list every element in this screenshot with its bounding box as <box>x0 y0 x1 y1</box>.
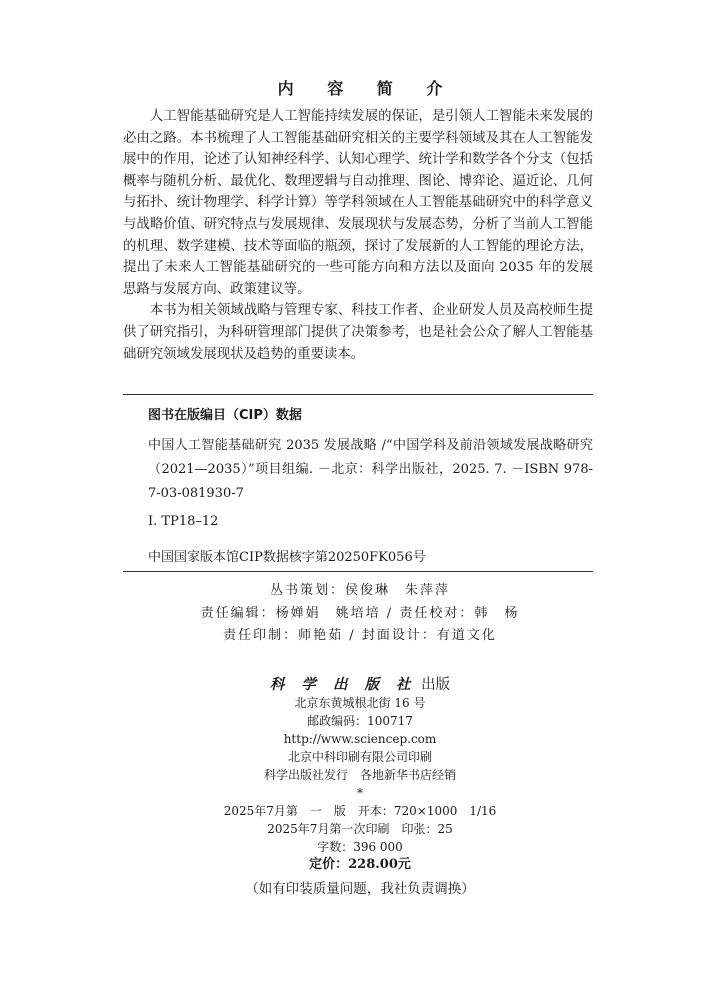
series-planner: 丛书策划：侯俊琳 朱萍萍 <box>269 583 450 598</box>
distribution-info: 科学出版社发行 各地新华书店经销 <box>263 768 456 782</box>
edition-info: 2025年7月第 一 版 开本：720×1000 1/16 <box>223 804 497 818</box>
publisher-postcode: 邮政编码：100717 <box>307 714 413 728</box>
cip-heading: 图书在版编目（CIP）数据 <box>148 408 302 423</box>
printing-design: 责任印制：师艳茹 / 封面设计：有道文化 <box>223 628 497 643</box>
publisher-name-calligraphy: 科 学 出 版 社 <box>269 676 417 693</box>
editors-proofreader: 责任编辑：杨婵娟 姚培培 / 责任校对：韩 杨 <box>200 605 520 621</box>
divider-top <box>123 394 593 395</box>
summary-paragraph-1: 人工智能基础研究是人工智能持续发展的保证，是引领人工智能未来发展的必由之路。本书梳理了人工智能基础研究相关的主要学科领域及其在人工智能发展中的作用，论述了认知神经科学、认知心理学、统计学和数学各个分支（包括概率与随机分析、最优化、数理逻辑与自动推理、图论、博弈论、逼近论、几何与拓扑、统计物理学、科学计算）等学科领域在人工智能基础研究中的科学意义与战略价值、研究特点与发展规律、发展现状与发展态势，分析了当前人工智能的机理、数学建模、技术等面临的瓶颈，探讨了发展新的人工智能的理论方法，提出了未来人工智能基础研究的一些可能方向和方法以及面向 2035 年的发展思路与发展方向、政策建议等。 <box>123 109 593 297</box>
publisher-website: http://www.sciencep.com <box>283 732 437 746</box>
quality-notice: （如有印装质量问题，我社负责调换） <box>245 881 475 897</box>
price: 定价：228.00元 <box>309 857 411 872</box>
publisher-name <box>0 676 720 694</box>
summary-text <box>123 106 593 365</box>
cip-classification: Ⅰ. TP18–12 <box>148 514 219 529</box>
publisher-name-suffix: 出版 <box>421 677 451 693</box>
word-count: 字数：396 000 <box>317 840 403 854</box>
credits-block <box>0 580 720 648</box>
divider-bottom <box>123 571 593 572</box>
cip-description: 中国人工智能基础研究 2035 发展战略 /“中国学科及前沿领域发展战略研究（2021—2035）”项目组编. －北京：科学出版社，2025. 7. －ISBN 978-7-03-081930-7 <box>148 438 593 501</box>
printer-name: 北京中科印刷有限公司印刷 <box>287 750 432 764</box>
section-title: 内 容 简 介 <box>277 79 457 98</box>
publisher-address: 北京东黄城根北街 16 号 <box>294 696 426 710</box>
cip-data-number: 中国国家版本馆CIP数据核字第20250FK056号 <box>148 550 426 565</box>
separator-asterisk: * <box>357 786 363 800</box>
publisher-block <box>0 676 720 898</box>
summary-paragraph-2: 本书为相关领域战略与管理专家、科技工作者、企业研发人员及高校师生提供了研究指引，为科研管理部门提供了决策参考，也是社会公众了解人工智能基础研究领域发展现状及趋势的重要读本。 <box>123 303 593 362</box>
printing-info: 2025年7月第一次印刷 印张：25 <box>267 822 453 836</box>
